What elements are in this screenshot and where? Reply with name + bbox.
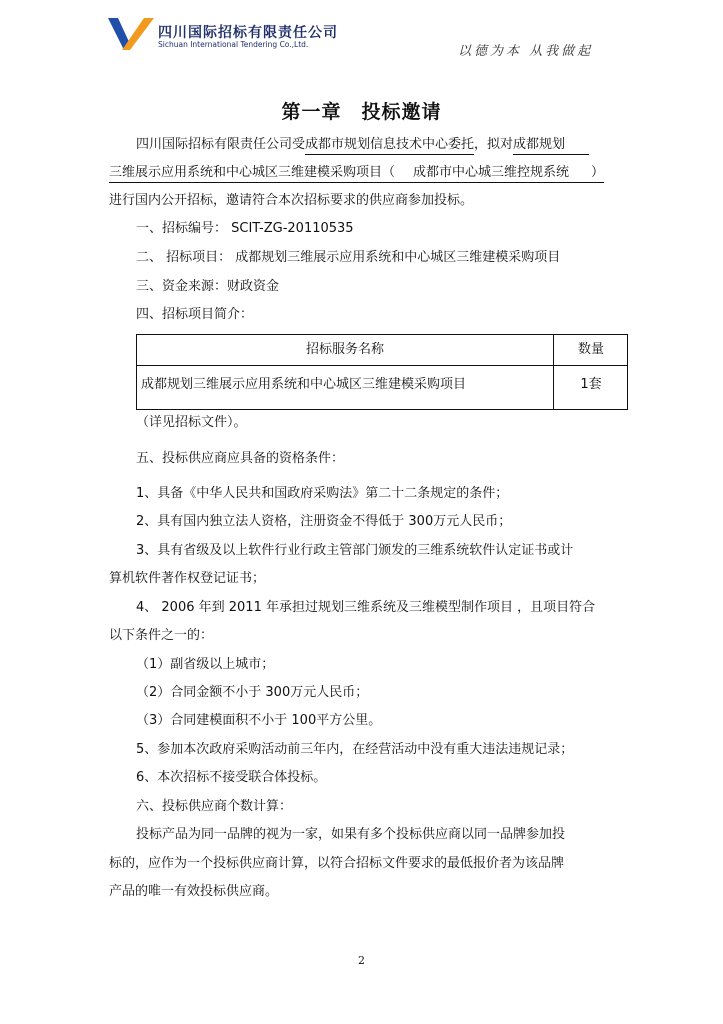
intro-project-alias: 成都市中心城三维控规系统 xyxy=(395,164,591,183)
company-name-en: Sichuan International Tendering Co.,Ltd. xyxy=(158,40,309,49)
condition-1: 1、具备《中华人民共和国政府采购法》第二十二条规定的条件； xyxy=(136,486,509,501)
section5-heading: 五、投标供应商应具备的资格条件： xyxy=(136,451,345,466)
section6-heading: 六、投标供应商个数计算： xyxy=(136,799,293,814)
sub-condition-2: （2）合同金额不小于 300万元人民币； xyxy=(136,685,369,700)
logo-orange-stroke xyxy=(122,18,154,50)
section6-para-line2: 标的，应作为一个投标供应商计算，以符合招标文件要求的最低报价者为该品牌 xyxy=(109,856,565,871)
intro-client: 成都市规划信息技术中心委托 xyxy=(305,136,474,155)
item-tender-project: 二、 招标项目： 成都规划三维展示应用系统和中心城区三维建模采购项目 xyxy=(136,250,561,265)
item-tender-number: 一、招标编号： SCIT-ZG-20110535 xyxy=(136,221,354,236)
intro-line-3: 进行国内公开招标，邀请符合本次招标要求的供应商参加投标。 xyxy=(109,193,474,208)
table-row-divider xyxy=(137,365,627,366)
condition-4-line2: 以下条件之一的： xyxy=(109,628,214,643)
company-slogan: 以德为本 从我做起 xyxy=(458,44,594,59)
item-project-summary: 四、招标项目简介： xyxy=(136,307,254,322)
see-document-note: （详见招标文件）。 xyxy=(136,415,247,430)
condition-4-line1: 4、 2006 年到 2011 年承担过规划三维系统及三维模型制作项目 ，且项目符合 xyxy=(136,600,596,615)
intro-mid: ，拟对 xyxy=(474,137,514,152)
intro-line-1 xyxy=(136,136,589,155)
condition-6: 6、本次招标不接受联合体投标。 xyxy=(136,770,327,785)
chapter-title: 第一章 投标邀请 xyxy=(281,101,442,123)
condition-2: 2、具有国内独立法人资格，注册资金不得低于 300万元人民币； xyxy=(136,514,512,529)
company-name-cn: 四川国际招标有限责任公司 xyxy=(158,25,338,41)
condition-3-line1: 3、具有省级及以上软件行业行政主管部门颁发的三维系统软件认定证书或计 xyxy=(136,543,574,558)
intro-project-part2: 三维展示应用系统和中心城区三维建模采购项目（ xyxy=(109,164,395,183)
item-fund-source: 三、资金来源：财政资金 xyxy=(136,279,280,294)
sub-condition-1: （1）副省级以上城市； xyxy=(136,657,275,672)
table-header-quantity: 数量 xyxy=(577,342,604,357)
table-cell-quantity: 1套 xyxy=(580,377,602,392)
table-header-service: 招标服务名称 xyxy=(305,342,384,357)
section6-para-line1: 投标产品为同一品牌的视为一家，如果有多个投标供应商以同一品牌参加投 xyxy=(136,827,566,842)
intro-line-2 xyxy=(109,164,604,183)
condition-3-line2: 算机软件著作权登记证书； xyxy=(109,571,266,586)
company-logo-mark xyxy=(108,16,154,50)
condition-5: 5、参加本次政府采购活动前三年内，在经营活动中没有重大违法违规记录； xyxy=(136,742,574,757)
summary-table xyxy=(136,334,628,410)
table-cell-service: 成都规划三维展示应用系统和中心城区三维建模采购项目 xyxy=(141,377,467,392)
intro-prefix: 四川国际招标有限责任公司受 xyxy=(136,137,306,152)
page-number: 2 xyxy=(358,954,365,967)
intro-paren-close: ） xyxy=(591,164,604,183)
intro-project-part1: 成都规划 xyxy=(513,136,589,155)
sub-condition-3: （3）合同建模面积不小于 100平方公里。 xyxy=(136,713,382,728)
section6-para-line3: 产品的唯一有效投标供应商。 xyxy=(109,884,279,899)
